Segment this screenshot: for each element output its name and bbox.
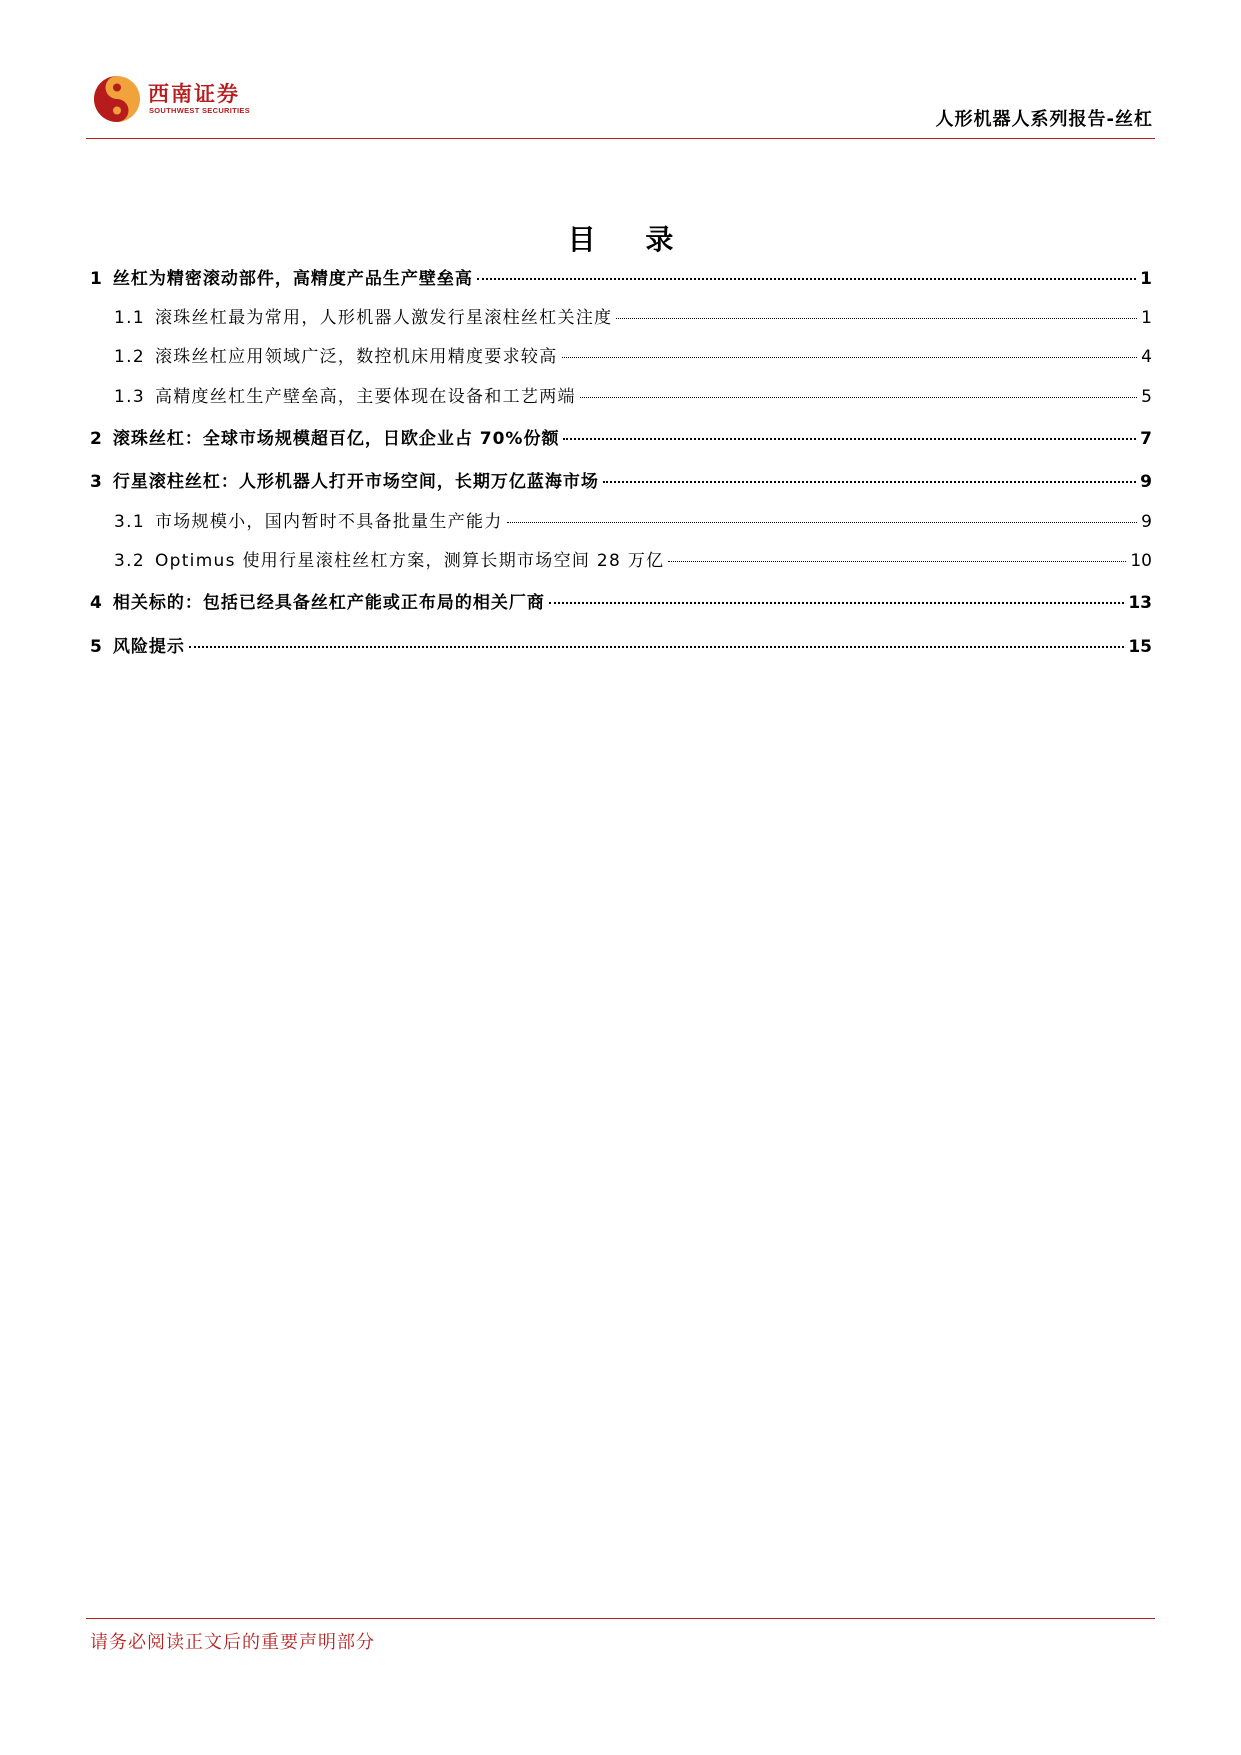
- toc-entry[interactable]: [114, 342, 1152, 367]
- toc-entry[interactable]: [114, 303, 1152, 328]
- toc-entry-page: 1: [1141, 308, 1152, 328]
- toc-entry-text: 市场规模小，国内暂时不具备批量生产能力: [154, 512, 503, 532]
- header-divider: [86, 138, 1155, 139]
- dot-leader: [477, 278, 1136, 280]
- toc-entry-number: 3.1: [114, 512, 145, 532]
- toc-entry-text: 行星滚柱丝杠：人形机器人打开市场空间，长期万亿蓝海市场: [112, 472, 599, 492]
- dot-leader: [603, 481, 1136, 483]
- toc-entry-text: 滚珠丝杠最为常用，人形机器人激发行星滚柱丝杠关注度: [154, 308, 613, 328]
- toc-entry-page: 15: [1128, 637, 1152, 657]
- toc-entry-text: 高精度丝杠生产壁垒高，主要体现在设备和工艺两端: [154, 387, 576, 407]
- toc-entry-text: Optimus 使用行星滚柱丝杠方案，测算长期市场空间 28 万亿: [154, 551, 665, 571]
- report-title: 人形机器人系列报告-丝杠: [935, 109, 1153, 130]
- toc-entry-text: 滚珠丝杠：全球市场规模超百亿，日欧企业占 70%份额: [112, 429, 560, 449]
- toc-entry-text: 风险提示: [112, 637, 185, 657]
- toc-entry-text: 相关标的：包括已经具备丝杠产能或正布局的相关厂商: [112, 593, 545, 613]
- toc-entry[interactable]: [90, 467, 1152, 492]
- toc-entry[interactable]: [114, 546, 1152, 571]
- toc-entry-number: 3.2: [114, 551, 145, 571]
- footer-divider: [86, 1618, 1155, 1619]
- dot-leader: [189, 646, 1124, 648]
- toc-entry[interactable]: [114, 507, 1152, 532]
- dot-leader: [668, 561, 1126, 562]
- logo-mark-icon: [92, 74, 142, 124]
- toc-entry-page: 4: [1141, 347, 1152, 367]
- dot-leader: [549, 602, 1124, 604]
- dot-leader: [580, 397, 1137, 398]
- toc-entry[interactable]: [90, 632, 1152, 657]
- dot-leader: [562, 357, 1138, 358]
- toc-entry-number: 1.2: [114, 347, 145, 367]
- toc-entry[interactable]: [90, 588, 1152, 613]
- toc-entry[interactable]: [90, 264, 1152, 289]
- toc-entry-page: 9: [1141, 512, 1152, 532]
- toc-entry-number: 2: [90, 429, 103, 449]
- toc-entry-text: 丝杠为精密滚动部件，高精度产品生产壁垒高: [112, 269, 473, 289]
- toc-entry-number: 5: [90, 637, 103, 657]
- logo-chinese-name: 西南证券: [148, 81, 240, 106]
- toc-entry[interactable]: [90, 424, 1152, 449]
- toc-entry-number: 4: [90, 593, 103, 613]
- toc-entry-number: 1.3: [114, 387, 145, 407]
- toc-entry-text: 滚珠丝杠应用领域广泛，数控机床用精度要求较高: [154, 347, 558, 367]
- toc-entry-number: 1.1: [114, 308, 145, 328]
- toc-entry-page: 1: [1140, 269, 1152, 289]
- toc-entry-number: 1: [90, 269, 103, 289]
- toc-entry[interactable]: [114, 382, 1152, 407]
- toc-entry-page: 10: [1130, 551, 1152, 571]
- toc-title: 目 录: [567, 223, 694, 256]
- dot-leader: [563, 438, 1136, 440]
- toc-entry-page: 5: [1141, 387, 1152, 407]
- toc-entry-number: 3: [90, 472, 103, 492]
- toc-entry-page: 13: [1128, 593, 1152, 613]
- footer-disclaimer: 请务必阅读正文后的重要声明部分: [90, 1632, 375, 1653]
- toc-entry-page: 7: [1140, 429, 1152, 449]
- dot-leader: [507, 522, 1138, 523]
- dot-leader: [616, 318, 1137, 319]
- logo-english-name: SOUTHWEST SECURITIES: [149, 106, 251, 115]
- toc-entry-page: 9: [1140, 472, 1152, 492]
